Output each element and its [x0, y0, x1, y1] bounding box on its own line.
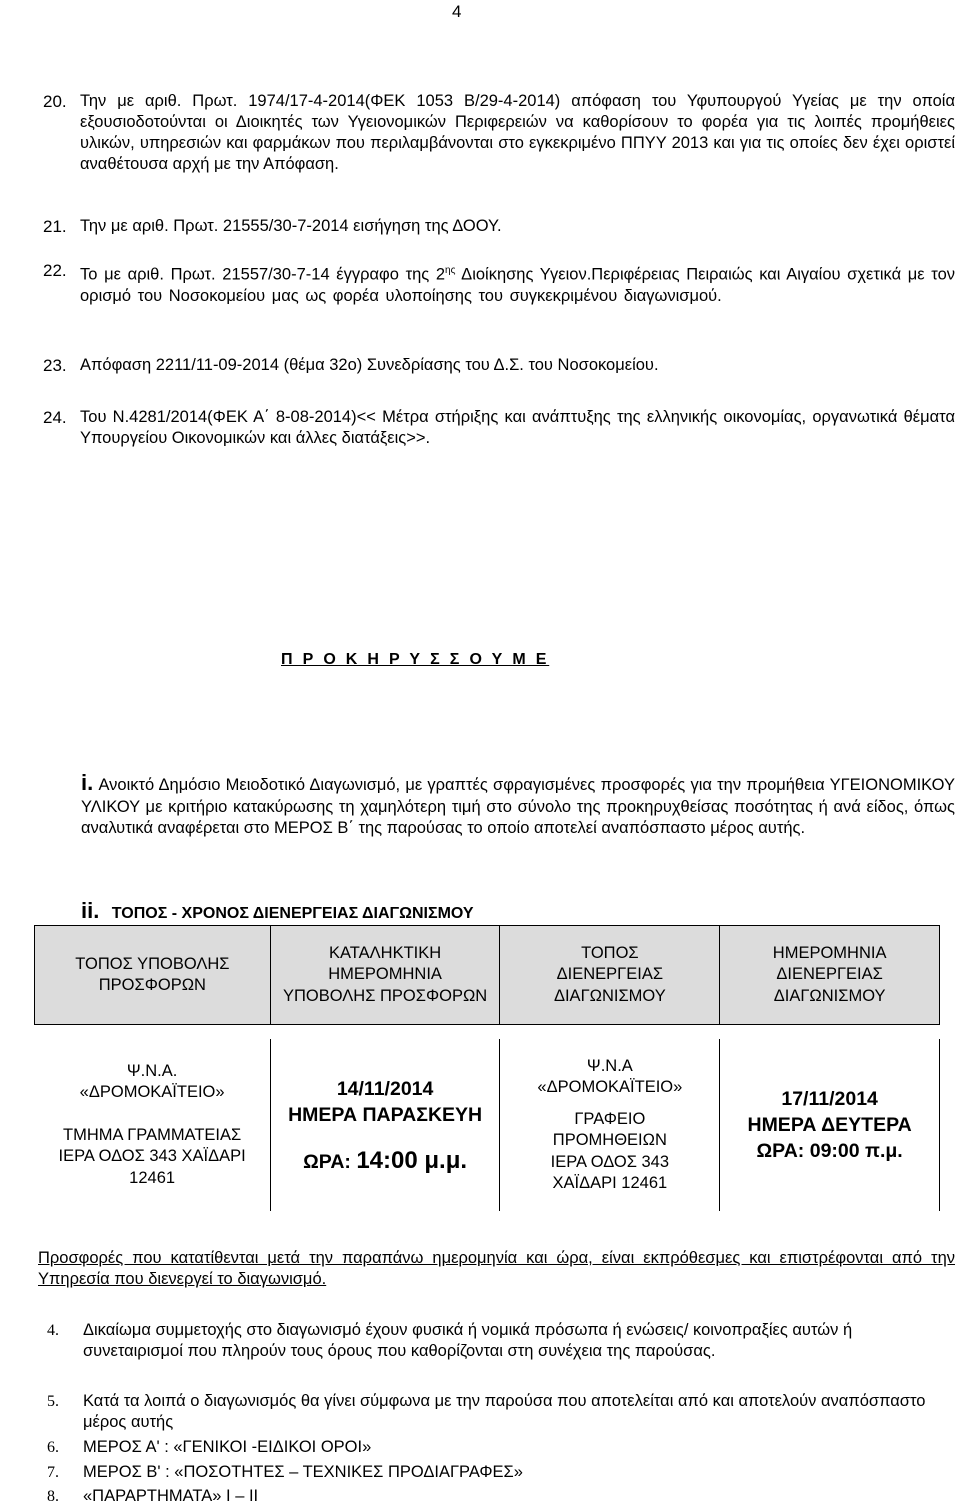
- list-item-7: [47, 1462, 955, 1483]
- item-text: ΜΕΡΟΣ Β' : «ΠΟΣΟΤΗΤΕΣ – ΤΕΧΝΙΚΕΣ ΠΡΟΔΙΑΓΡΑΦΕΣ»: [83, 1463, 523, 1481]
- item-number: 5.: [47, 1393, 59, 1410]
- section-ii-title: [81, 898, 474, 924]
- section-i-paragraph: [81, 772, 955, 840]
- list-item-6: [47, 1437, 955, 1458]
- list-item-20: [43, 91, 955, 175]
- table-header-row: [35, 926, 940, 1025]
- item-text: Δικαίωμα συμμετοχής στο διαγωνισμό έχουν φυσικά ή νομικά πρόσωπα ή ενώσεις/ κοινοπραξίες αυτών ή συνεταιρισμοί που πληρούν τους όρους που καθορίζονται στη συνέχεια της παρούσας.: [83, 1321, 853, 1360]
- section-i-marker: i.: [81, 770, 94, 795]
- header-tender-date: ΗΜΕΡΟΜΗΝΙΑ ΔΙΕΝΕΡΓΕΙΑΣ ΔΙΑΓΩΝΙΣΜΟΥ: [720, 926, 940, 1025]
- list-item-4: [47, 1320, 955, 1362]
- item-number: 20.: [43, 92, 67, 111]
- item-text: Το με αριθ. Πρωτ. 21557/30-7-14 έγγραφο της $2^{\eta\varsigma}$ Διοίκησης Υγειον.Περιφέρειας Πειραιώς και Αιγαίου σχετικά με τον ορισμό του Νοσοκομείου μας ως φορέα υλοποίησης του συγκεκριμένου διαγωνισμού.: [80, 265, 955, 305]
- item-number: 7.: [47, 1464, 59, 1481]
- item-number: 21.: [43, 217, 67, 236]
- item-text: Του Ν.4281/2014(ΦΕΚ Α΄ 8-08-2014)<< Μέτρα στήριξης και ανάπτυξης της ελληνικής οικονομίας, οργανωτικά θέματα Υπουργείου Οικονομικών και άλλες διατάξεις>>.: [80, 408, 955, 447]
- item-number: 22.: [43, 261, 67, 280]
- tender-schedule-table: [34, 925, 940, 1211]
- list-item-24: [43, 407, 955, 449]
- cell-submission-deadline: 14/11/2014 ΗΜΕΡΑ ΠΑΡΑΣΚΕΥΗ ΩΡΑ: 14:00 μ.μ.: [270, 1039, 500, 1211]
- item-text: Απόφαση 2211/11-09-2014 (θέμα 32ο) Συνεδρίασης του Δ.Σ. του Νοσοκομείου.: [80, 356, 659, 374]
- item-number: 4.: [47, 1322, 59, 1339]
- header-tender-place: ΤΟΠΟΣ ΔΙΕΝΕΡΓΕΙΑΣ ΔΙΑΓΩΝΙΣΜΟΥ: [500, 926, 720, 1025]
- page-number: 4: [452, 2, 462, 21]
- list-item-23: [43, 355, 955, 376]
- section-i-text: Ανοικτό Δημόσιο Μειοδοτικό Διαγωνισμό, με γραπτές σφραγισμένες προσφορές για την προμήθεια ΥΓΕΙΟΝΟΜΙΚΟΥ ΥΛΙΚΟΥ με κριτήριο κατακύρωσης τη χαμηλότερη τιμή στο σύνολο της προκηρυχθείσας ποσότητας ή ανά είδος, όπως αναλυτικά αναφέρεται στο ΜΕΡΟΣ Β΄ της παρούσας το οποίο αποτελεί αναπόσπαστο μέρος αυτής.: [81, 776, 955, 837]
- item-text: Την με αριθ. Πρωτ. 1974/17-4-2014(ΦΕΚ 1053 Β/29-4-2014) απόφαση του Υφυπουργού Υγείας με την οποία εξουσιοδοτούνται οι Διοικητές των Υγειονομικών Περιφερειών να καθορίσουν το φορέα για τις λοιπές προμήθειες υλικών, υπηρεσιών και φαρμάκων που περιλαμβάνονται στο εγκεκριμένο ΠΠΥΥ 2013 και για τις οποίες δεν έχει οριστεί αναθέτουσα αρχή με την Απόφαση.: [80, 92, 955, 173]
- list-item-8: [47, 1486, 955, 1507]
- item-number: 24.: [43, 408, 67, 427]
- item-text: «ΠΑΡΑΡΤΗΜΑΤΑ» Ι – ΙΙ: [83, 1487, 259, 1505]
- cell-tender-date: 17/11/2014 ΗΜΕΡΑ ΔΕΥΤΕΡΑ ΩΡΑ: 09:00 π.μ.: [720, 1039, 940, 1211]
- cell-submission-place: Ψ.Ν.Α. «ΔΡΟΜΟΚΑΪΤΕΙΟ» ΤΜΗΜΑ ΓΡΑΜΜΑΤΕΙΑΣ ΙΕΡΑ ΟΔΟΣ 343 ΧΑΪΔΑΡΙ 12461: [35, 1039, 271, 1211]
- item-number: 8.: [47, 1488, 59, 1505]
- item-text: Κατά τα λοιπά ο διαγωνισμός θα γίνει σύμφωνα με την παρούσα που αποτελείται από και αποτελούν αναπόσπαστο μέρος αυτής: [83, 1392, 926, 1431]
- header-submission-place: ΤΟΠΟΣ ΥΠΟΒΟΛΗΣ ΠΡΟΣΦΟΡΩΝ: [35, 926, 271, 1025]
- item-number: 6.: [47, 1439, 59, 1456]
- cell-tender-place: Ψ.Ν.Α «ΔΡΟΜΟΚΑΪΤΕΙΟ» ΓΡΑΦΕΙΟ ΠΡΟΜΗΘΕΙΩΝ ΙΕΡΑ ΟΔΟΣ 343 ΧΑΪΔΑΡΙ 12461: [500, 1039, 720, 1211]
- proclamation-heading: Π Ρ Ο Κ Η Ρ Υ Σ Σ Ο Υ Μ Ε: [281, 651, 550, 668]
- section-ii-marker: ii.: [81, 898, 100, 923]
- section-ii-text: ΤΟΠΟΣ - ΧΡΟΝΟΣ ΔΙΕΝΕΡΓΕΙΑΣ ΔΙΑΓΩΝΙΣΜΟΥ: [111, 905, 474, 922]
- item-text: Την με αριθ. Πρωτ. 21555/30-7-2014 εισήγηση της ΔΟΟΥ.: [80, 217, 502, 235]
- list-item-5: [47, 1391, 955, 1433]
- table-row: [35, 1039, 940, 1211]
- list-item-22: [43, 260, 955, 307]
- header-submission-deadline: ΚΑΤΑΛΗΚΤΙΚΗ ΗΜΕΡΟΜΗΝΙΑ ΥΠΟΒΟΛΗΣ ΠΡΟΣΦΟΡΩΝ: [270, 926, 500, 1025]
- item-text: ΜΕΡΟΣ Α' : «ΓΕΝΙΚΟΙ -ΕΙΔΙΚΟΙ ΟΡΟΙ»: [83, 1438, 372, 1456]
- item-number: 23.: [43, 356, 67, 375]
- list-item-21: [43, 216, 955, 237]
- late-submission-note: Προσφορές που κατατίθενται μετά την παραπάνω ημερομηνία και ώρα, είναι εκπρόθεσμες και επιστρέφονται από την Υπηρεσία που διενεργεί το διαγωνισμό.: [38, 1249, 955, 1288]
